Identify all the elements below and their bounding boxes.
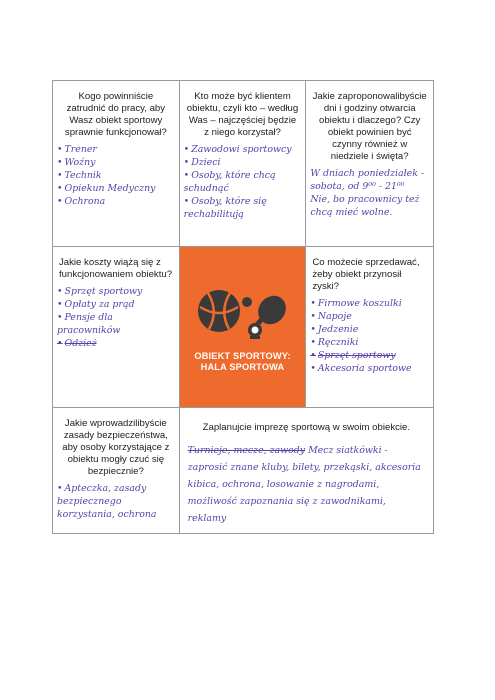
answers-staff xyxy=(57,143,179,208)
cell-sales xyxy=(306,247,433,407)
answer-item: • Ochrona xyxy=(57,195,179,208)
center-title-card xyxy=(180,247,307,407)
answer-item: • Trener xyxy=(57,143,179,156)
grid-row-bottom xyxy=(53,408,433,533)
cell-clients xyxy=(180,81,307,246)
answers-opening-hours xyxy=(310,167,433,219)
answer-item: • Napoje xyxy=(310,310,433,323)
answers-safety xyxy=(57,482,179,521)
cell-staff xyxy=(53,81,180,246)
answer-item: • Firmowe koszulki xyxy=(310,297,433,310)
question-staff: Kogo powinniście zatrudnić do pracy, aby Wasz obiekt sportowy sprawnie funkcjonował? xyxy=(64,91,167,138)
answer-item: • Osoby, które się rechabilitują xyxy=(184,195,306,221)
answer-item: • Pensje dla pracowników xyxy=(57,311,179,337)
answer-item: • Apteczka, zasady bezpiecznego korzystania, ochrona xyxy=(57,482,179,521)
answer-item: • Sprzęt sportowy xyxy=(57,285,179,298)
worksheet-grid xyxy=(52,80,434,534)
cell-safety xyxy=(53,408,180,533)
grid-row-middle xyxy=(53,247,433,408)
answer-event xyxy=(188,442,425,527)
grid-row-top xyxy=(53,81,433,247)
answer-item: • Technik xyxy=(57,169,179,182)
question-sales: Co możecie sprzedawać, żeby obiekt przynosił zyski? xyxy=(312,257,420,292)
answer-item: • Jedzenie xyxy=(310,323,433,336)
answer-item: • Woźny xyxy=(57,156,179,169)
answer-item: Nie, bo pracownicy też chcą mieć wolne. xyxy=(310,194,420,218)
answers-clients xyxy=(184,143,306,221)
answer-item-struck: • Sprzęt sportowy xyxy=(310,349,433,362)
answer-item: • Opiekun Medyczny xyxy=(57,182,179,195)
question-clients: Kto może być klientem obiektu, czyli kto – według Was – najczęściej będzie z niego korzystał? xyxy=(186,91,299,138)
answer-event-struck: Turnieje, mecze, zawody xyxy=(187,445,306,456)
center-title-line2: HALA SPORTOWA xyxy=(200,362,285,372)
answers-sales xyxy=(310,297,433,375)
question-costs: Jakie koszty wiążą się z funkcjonowaniem obiektu? xyxy=(59,257,173,280)
answer-item: • Opłaty za prąd xyxy=(57,298,179,311)
basketball-tennis-icon xyxy=(195,281,290,343)
answer-event-text: Mecz siatkówki - zaprosić znane kluby, bilety, przekąski, akcesoria kibica, ochrona, losowanie z nagrodami, możliwość zapoznania się z zawodnikami, reklamy xyxy=(187,445,421,524)
answer-item: • Zawodowi sportowcy xyxy=(184,143,306,156)
answer-item: • Ręczniki xyxy=(310,336,433,349)
question-opening-hours: Jakie zaproponowalibyście dni i godziny otwarcia obiektu i dlaczego? Czy obiekt powinien być czynny również w niedziele i święta? xyxy=(312,91,427,162)
cell-opening-hours xyxy=(306,81,433,246)
answer-item: • Akcesoria sportowe xyxy=(310,362,433,375)
question-safety: Jakie wprowadzilibyście zasady bezpieczeństwa, aby osoby korzystające z obiektu mogły czuć się bezpiecznie? xyxy=(62,418,170,477)
center-title-line1: OBIEKT SPORTOWY: xyxy=(194,351,291,361)
question-event: Zaplanujcie imprezę sportową w swoim obiekcie. xyxy=(202,422,411,433)
answer-item: W dniach poniedziałek - sobota, od 9⁰⁰ - 21⁰⁰ xyxy=(310,168,425,192)
cell-event xyxy=(180,408,433,533)
answer-item: • Osoby, które chcą schudnąć xyxy=(184,169,306,195)
cell-costs xyxy=(53,247,180,407)
center-title xyxy=(194,351,290,373)
answers-costs xyxy=(57,285,179,350)
answer-item: • Dzieci xyxy=(184,156,306,169)
answer-item-struck: • Odzież xyxy=(57,337,179,350)
